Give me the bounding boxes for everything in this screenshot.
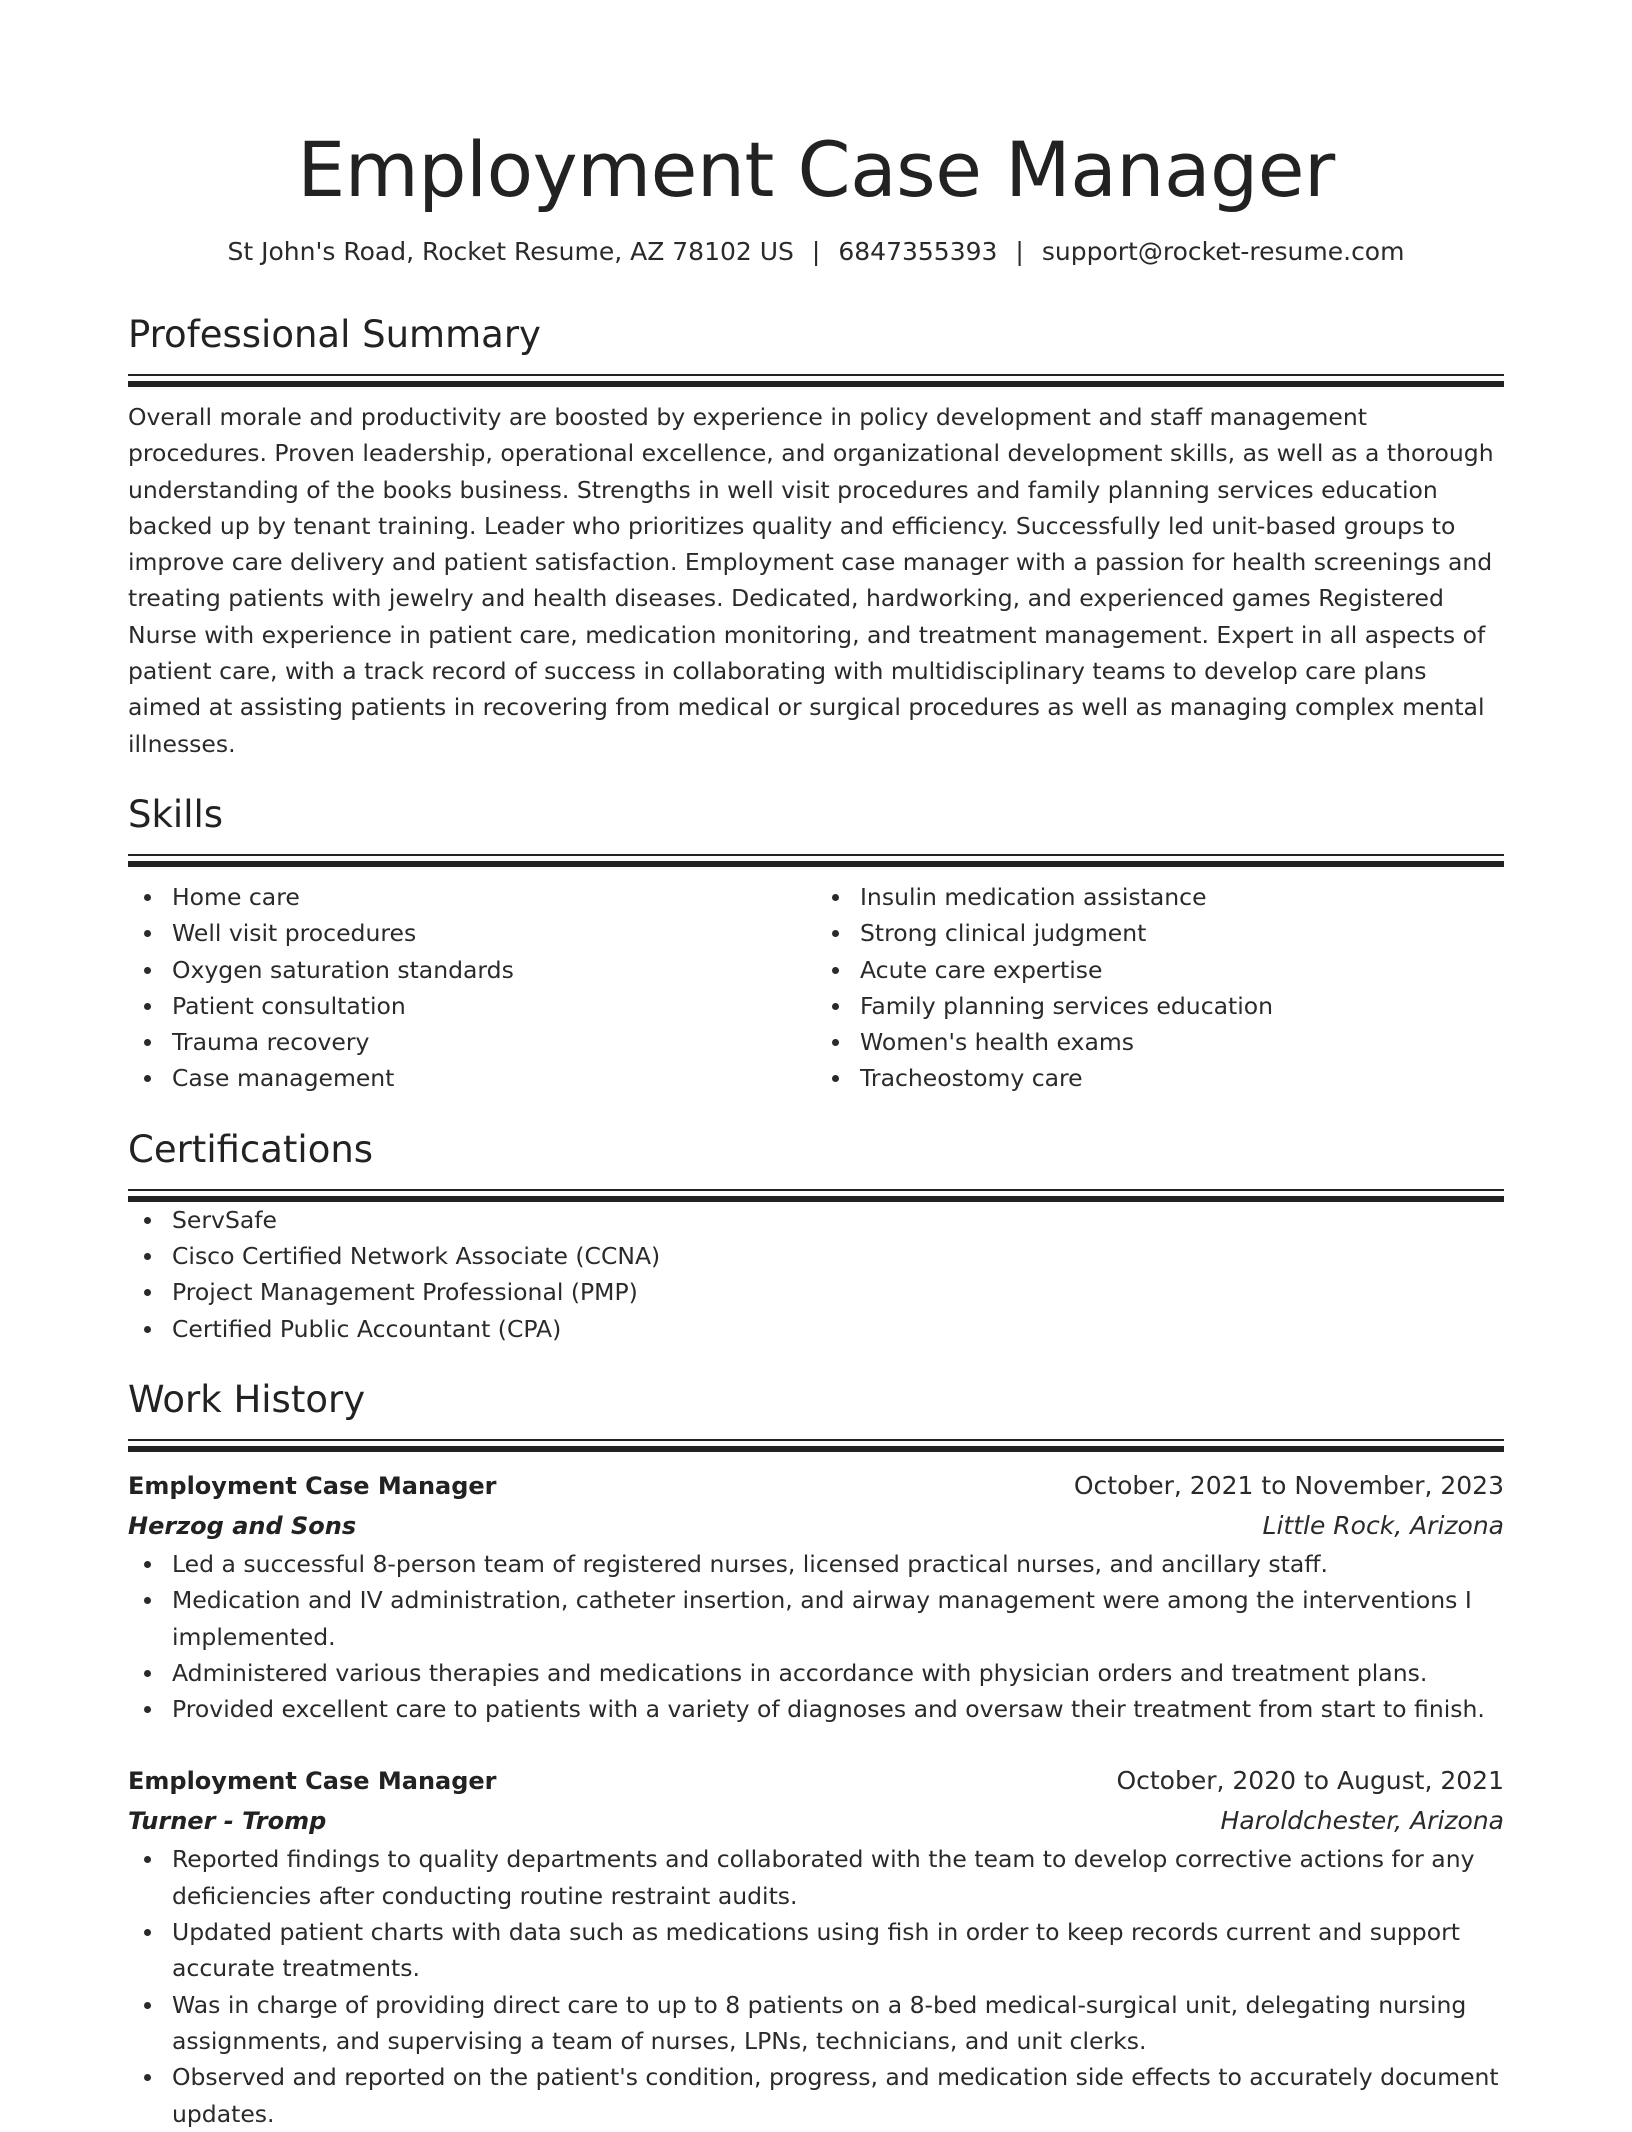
skill-item: Trauma recovery xyxy=(128,1024,816,1060)
contact-phone: 6847355393 xyxy=(838,237,998,266)
job-bullet: Led a successful 8-person team of registered nurses, licensed practical nurses, and ancillary staff. xyxy=(128,1546,1504,1582)
job-title: Employment Case Manager xyxy=(128,1471,497,1500)
skills-list-left xyxy=(128,879,816,1097)
section-divider-thick xyxy=(128,861,1504,867)
job-bullet: Updated patient charts with data such as medications using fish in order to keep records current and support accurate treatments. xyxy=(128,1914,1504,1987)
skill-item: Tracheostomy care xyxy=(816,1060,1504,1096)
skills-column-left xyxy=(128,879,816,1097)
job-bullet: Reported findings to quality departments and collaborated with the team to develop corrective actions for any deficiencies after conducting routine restraint audits. xyxy=(128,1841,1504,1914)
contact-separator: | xyxy=(1015,237,1024,266)
resume-page xyxy=(128,0,1504,2132)
skill-item: Case management xyxy=(128,1060,816,1096)
job-bullet-list xyxy=(128,1841,1504,2131)
skill-item: Patient consultation xyxy=(128,988,816,1024)
certification-item: Certified Public Accountant (CPA) xyxy=(128,1311,1504,1347)
certification-item: Project Management Professional (PMP) xyxy=(128,1274,1504,1310)
section-divider xyxy=(128,1439,1504,1441)
job-bullet: Administered various therapies and medications in accordance with physician orders and treatment plans. xyxy=(128,1655,1504,1691)
skill-item: Acute care expertise xyxy=(816,952,1504,988)
section-divider xyxy=(128,374,1504,376)
section-divider xyxy=(128,854,1504,856)
certifications-heading: Certifications xyxy=(128,1127,374,1171)
job-company-row xyxy=(128,1506,1504,1546)
resume-name-title: Employment Case Manager xyxy=(297,125,1335,214)
job-dates: October, 2021 to November, 2023 xyxy=(1073,1470,1504,1500)
job-entry xyxy=(128,1761,1504,2131)
summary-section xyxy=(128,310,1504,762)
skill-item: Insulin medication assistance xyxy=(816,879,1504,915)
certification-item: ServSafe xyxy=(128,1202,1504,1238)
job-header-row xyxy=(128,1761,1504,1801)
job-bullet: Provided excellent care to patients with a variety of diagnoses and oversaw their treatment from start to finish. xyxy=(128,1691,1504,1727)
job-bullet: Was in charge of providing direct care to up to 8 patients on a 8-bed medical-surgical unit, delegating nursing assignments, and supervising a team of nurses, LPNs, technicians, and unit clerks. xyxy=(128,1987,1504,2060)
skill-item: Home care xyxy=(128,879,816,915)
job-location: Little Rock, Arizona xyxy=(1262,1510,1504,1540)
skills-grid xyxy=(128,879,1504,1097)
job-bullet: Medication and IV administration, catheter insertion, and airway management were among the interventions I implemented. xyxy=(128,1582,1504,1655)
skill-item: Women's health exams xyxy=(816,1024,1504,1060)
skill-item: Well visit procedures xyxy=(128,915,816,951)
contact-email: support@rocket-resume.com xyxy=(1041,237,1405,266)
section-divider-thick xyxy=(128,1446,1504,1452)
job-location: Haroldchester, Arizona xyxy=(1220,1806,1504,1836)
job-company: Herzog and Sons xyxy=(128,1511,357,1540)
job-bullet-list xyxy=(128,1546,1504,1727)
job-company: Turner - Tromp xyxy=(128,1807,327,1836)
skill-item: Family planning services education xyxy=(816,988,1504,1024)
skill-item: Strong clinical judgment xyxy=(816,915,1504,951)
job-bullet: Observed and reported on the patient's condition, progress, and medication side effects to accurately document updates. xyxy=(128,2059,1504,2132)
work-history-section xyxy=(128,1375,1504,2132)
job-company-row xyxy=(128,1801,1504,1841)
skills-heading: Skills xyxy=(128,792,224,836)
skills-section xyxy=(128,790,1504,1097)
skills-list-right xyxy=(816,879,1504,1097)
certification-item: Cisco Certified Network Associate (CCNA) xyxy=(128,1238,1504,1274)
summary-text: Overall morale and productivity are boosted by experience in policy development and staff management procedures. Proven leadership, operational excellence, and organizational development skills, as well as a thorough understanding of the books business. Strengths in well visit procedures and family planning services education backed up by tenant training. Leader who prioritizes quality and efficiency. Successfully led unit-based groups to improve care delivery and patient satisfaction. Employment case manager with a passion for health screenings and treating patients with jewelry and health diseases. Dedicated, hardworking, and experienced games Registered Nurse with experience in patient care, medication monitoring, and treatment management. Expert in all aspects of patient care, with a track record of success in collaborating with multidisciplinary teams to develop care plans aimed at assisting patients in recovering from medical or surgical procedures as well as managing complex mental illnesses. xyxy=(128,403,1494,758)
contact-separator: | xyxy=(811,237,821,266)
section-divider xyxy=(128,1189,1504,1191)
certifications-section xyxy=(128,1125,1504,1347)
skills-column-right xyxy=(816,879,1504,1097)
section-divider-thick xyxy=(128,381,1504,387)
job-entry xyxy=(128,1466,1504,1727)
work-history-heading: Work History xyxy=(128,1377,366,1421)
job-title: Employment Case Manager xyxy=(128,1767,497,1796)
contact-address: St John's Road, Rocket Resume, AZ 78102 US xyxy=(227,237,794,266)
contact-line xyxy=(128,234,1504,270)
skill-item: Oxygen saturation standards xyxy=(128,952,816,988)
job-header-row xyxy=(128,1466,1504,1506)
certifications-list xyxy=(128,1202,1504,1347)
summary-heading: Professional Summary xyxy=(128,313,541,356)
job-dates: October, 2020 to August, 2021 xyxy=(1116,1766,1504,1796)
